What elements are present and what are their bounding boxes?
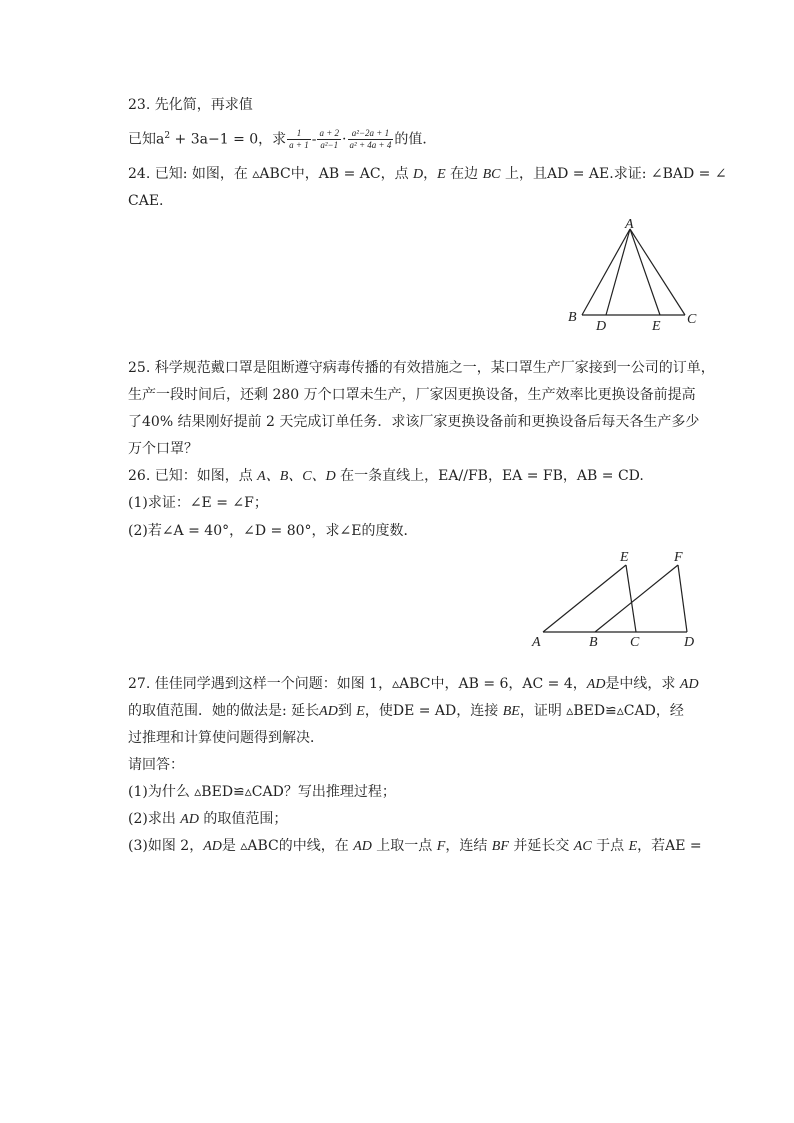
- q27-be: BE: [502, 704, 520, 719]
- q27-line-1: [128, 674, 699, 695]
- q26-part-1: (1)求证：∠E = ∠F；: [128, 495, 268, 511]
- q24-segment-ad: [606, 229, 630, 315]
- q25-line-1: 25. 科学规范戴口罩是阻断遵守病毒传播的有效措施之一，某口罩生产厂家接到一公司的订单，: [128, 360, 715, 376]
- q25-line-2: 生产一段时间后，还剩 280 万个口罩未生产，厂家因更换设备，生产效率比更换设备前提高: [128, 387, 696, 403]
- q23-f1-num: 1: [287, 128, 311, 140]
- q26-label-a: A: [532, 635, 541, 650]
- q24-label-c: C: [687, 312, 697, 327]
- q24-point-d: D: [413, 167, 424, 182]
- q26-text-b: 在一条直线上，EA//FB，EA = FB，AB = CD.: [335, 468, 644, 484]
- q23-exponent: 2: [164, 130, 171, 141]
- q23-dot: ·: [342, 131, 347, 148]
- q23-fraction-2: [317, 128, 341, 151]
- q24-text-b: 在边: [445, 166, 483, 182]
- q26-label-b: B: [589, 635, 598, 650]
- q27-line-2: [128, 701, 684, 722]
- q25-line-4: 万个口罩？: [128, 441, 198, 457]
- q27-ad-2: AD: [679, 677, 699, 692]
- q23-title: 23. 先化简，再求值: [128, 97, 253, 113]
- q27-text-1b: 是中线，求: [605, 676, 680, 692]
- q26-points: A、B、C、D: [257, 469, 336, 484]
- q23-tail: 的值．: [394, 131, 437, 148]
- q27-text-p3f: 于点: [591, 838, 629, 854]
- q27-text-p2a: (2)求出: [128, 811, 181, 827]
- q27-e-1: E: [356, 704, 365, 719]
- q23-fraction-1: [287, 128, 311, 151]
- q27-text-2c: ，使DE = AD，连接: [364, 703, 503, 719]
- q27-ac: AC: [573, 839, 592, 854]
- q27-text-p3a: (3)如图 2，: [128, 838, 204, 854]
- q23-f2-den: a²−1: [320, 140, 339, 150]
- q24-side-ac: [630, 229, 685, 315]
- q27-ad-6: AD: [353, 839, 372, 854]
- q26-segment-fd: [678, 565, 687, 632]
- q24-triangle-figure: [560, 215, 710, 335]
- q26-segment-ae: [543, 565, 626, 632]
- q23-expression: [128, 128, 436, 151]
- q27-text-2a: 的取值范围．她的做法是: 延长: [128, 703, 320, 719]
- q27-text-p3g: ，若AE =: [637, 838, 702, 854]
- q26-segment-bf: [595, 565, 678, 632]
- q23-intro: 已知a: [128, 131, 165, 148]
- q27-part-3: [128, 836, 702, 857]
- q24-label-a: A: [625, 217, 634, 232]
- q27-line-4: 请回答：: [128, 757, 184, 773]
- q27-text-p3e: 并延长交: [508, 838, 574, 854]
- q27-ad-4: AD: [180, 812, 199, 827]
- q24-line-2: CAE.: [128, 193, 164, 209]
- q26-line-1: [128, 466, 644, 487]
- q24-segment-ae: [630, 229, 660, 315]
- q24-comma: ，: [423, 166, 438, 182]
- q24-label-e: E: [652, 319, 661, 334]
- q26-text-a: 26. 已知：如图，点: [128, 468, 258, 484]
- q24-segment-bc: BC: [482, 167, 501, 182]
- q27-bf: BF: [491, 839, 509, 854]
- q27-ad-1: AD: [586, 677, 606, 692]
- q24-side-ab: [582, 229, 630, 315]
- q24-text-c: 上，且AD = AE.求证: ∠BAD = ∠: [500, 166, 727, 182]
- q27-text-p2b: 的取值范围；: [198, 811, 288, 827]
- q25-line-3: 了40% 结果刚好提前 2 天完成订单任务．求该厂家更换设备前和更换设备后每天各生产多少: [128, 414, 700, 430]
- q23-f2-num: a + 2: [319, 128, 340, 138]
- q26-label-e: E: [620, 550, 629, 565]
- q23-f3-den: a² + 4a + 4: [349, 140, 392, 150]
- q27-part-2: [128, 809, 287, 830]
- q26-label-f: F: [674, 550, 683, 565]
- q27-e-2: E: [628, 839, 638, 854]
- q27-ad-3: AD: [319, 704, 338, 719]
- q23-fraction-3: [348, 128, 394, 151]
- q26-segment-ec: [626, 565, 636, 632]
- q23-f1-den: a + 1: [289, 140, 309, 150]
- q27-f: F: [436, 839, 446, 854]
- q26-part-2: (2)若∠A = 40°，∠D = 80°，求∠E的度数．: [128, 523, 418, 539]
- q24-label-b: B: [568, 310, 577, 325]
- q27-text-p3b: 是 ▵ABC的中线，在: [221, 838, 354, 854]
- q26-label-c: C: [630, 635, 640, 650]
- q27-ad-5: AD: [203, 839, 222, 854]
- q27-text-p3c: 上取一点: [371, 838, 437, 854]
- q26-label-d: D: [684, 635, 695, 650]
- q23-f3-num: a²−2a + 1: [348, 128, 394, 140]
- q27-text-2d: ，证明 ▵BED≌▵CAD，经: [519, 703, 684, 719]
- q24-point-e: E: [437, 167, 446, 182]
- q24-text-a: 24. 已知: 如图，在 ▵ABC中，AB = AC，点: [128, 166, 414, 182]
- q23-minus: -: [311, 131, 317, 148]
- q27-line-3: 过推理和计算使问题得到解决．: [128, 730, 324, 746]
- q27-text-1a: 27. 佳佳同学遇到这样一个问题：如图 1，▵ABC中，AB = 6，AC = 4，: [128, 676, 587, 692]
- q27-text-p3d: ，连结: [445, 838, 492, 854]
- q23-condition: + 3a−1 = 0，求: [170, 131, 287, 148]
- q24-label-d: D: [596, 319, 607, 334]
- q27-text-2b: 到: [337, 703, 357, 719]
- q27-part-1: (1)为什么 ▵BED≌▵CAD？写出推理过程；: [128, 784, 396, 800]
- q24-line-1: [128, 164, 727, 185]
- q26-figure: [525, 545, 710, 655]
